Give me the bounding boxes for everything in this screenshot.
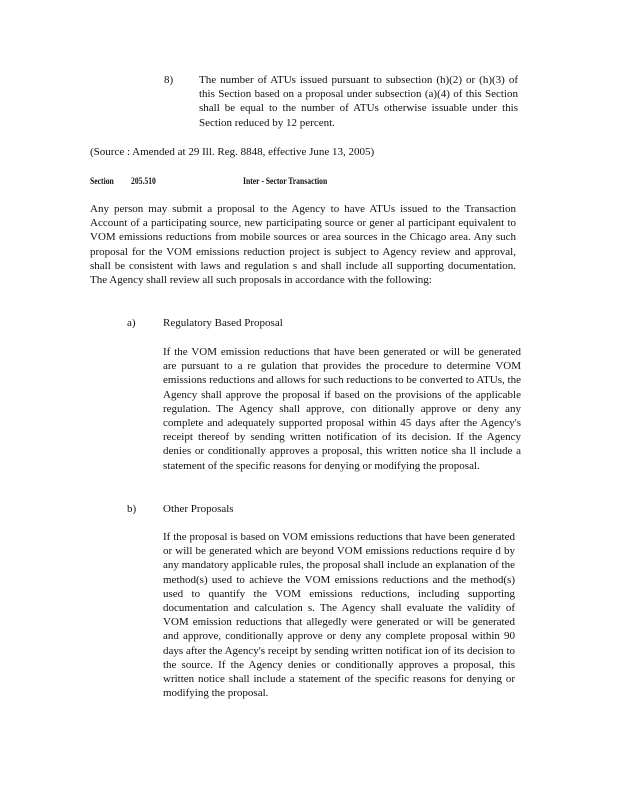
intro-paragraph: Any person may submit a proposal to the Agency to have ATUs issued to the Transaction Account of a participating source, new participating source or gener al participant equivalent to VOM emissions reductions from mobile sources or area sources in the Chicago area. Any such proposal for the VOM emissions reduction project is subject to Agency review and approval, shall be consistent with laws and regulation s and shall include all supporting documentation. The Agency shall review all such proposals in accordance with the following: bbox=[90, 203, 516, 287]
section-number: 205.510 bbox=[131, 176, 156, 186]
subsection-b-label: b) bbox=[127, 503, 137, 515]
subsection-b-title: Other Proposals bbox=[163, 503, 234, 515]
section-word: Section bbox=[90, 176, 114, 186]
subsection-a-label: a) bbox=[127, 317, 136, 329]
subsection-a-text: If the VOM emission reductions that have been generated or will be generated are pursuant to a re gulation that provides the procedure to determine VOM emissions reductions and allows for such reductions to be converted to ATUs, the Agency shall approve the proposal if based on the provisions of the applicable regulation. The Agency shall approve, con ditionally approve or deny any complete and adequately supported proposal within 45 days after the Agency's receipt thereof by sending written notification of its decision. If the Agency denies or conditionally approves a proposal, this written notice sha ll include a statement of the specific reasons for denying or modifying the proposal. bbox=[163, 346, 521, 472]
subsection-a-title: Regulatory Based Proposal bbox=[163, 317, 283, 329]
item-8-text: The number of ATUs issued pursuant to subsection (h)(2) or (h)(3) of this Section based on a proposal under subsection (a)(4) of this Section shall be equal to the number of ATUs otherwise issuable under this Section reduced by 12 percent. bbox=[199, 74, 518, 129]
subsection-b-text: If the proposal is based on VOM emissions reductions that have been generated or will be generated which are beyond VOM emissions reductions require d by any mandatory applicable rules, the proposal shall include an explanation of the method(s) used to achieve the VOM emissions reductions and the method(s) used to quantify the VOM emissions reductions, including supporting documentation and calculation s. The Agency shall evaluate the validity of VOM emission reductions that allegedly were generated or will be generated and approve, conditionally approve or deny any complete proposal within 90 days after the Agency's receipt by sending written notificat ion of its decision to the source. If the Agency denies or conditionally approves a proposal, this written notice shall include a statement of the specific reasons for denying or modifying the proposal. bbox=[163, 531, 515, 700]
source-note: (Source : Amended at 29 Ill. Reg. 8848, effective June 13, 2005) bbox=[90, 146, 375, 158]
section-title: Inter - Sector Transaction bbox=[243, 176, 328, 186]
item-8-label: 8) bbox=[164, 74, 174, 86]
